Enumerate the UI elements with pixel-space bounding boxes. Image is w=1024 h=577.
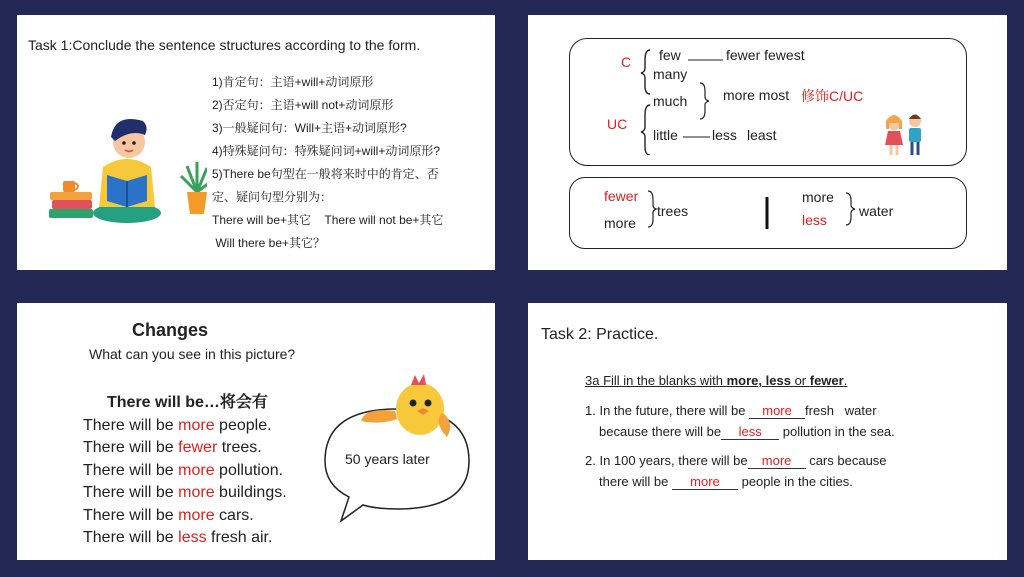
- answer-2b[interactable]: more: [672, 475, 738, 490]
- word-least: least: [747, 127, 777, 143]
- word-more-left: more: [604, 215, 636, 231]
- sentence-5: There will be more cars.: [83, 506, 254, 524]
- word-more-most: more most: [723, 87, 790, 103]
- bracket-water: [844, 191, 858, 231]
- slide-quantifiers[interactable]: [528, 15, 1007, 270]
- slide-task1[interactable]: [17, 15, 495, 270]
- word-many: many: [653, 66, 688, 82]
- bubble-text: 50 years later: [345, 451, 430, 467]
- rule-there-be: There will be+其它 There will not be+其它: [212, 213, 444, 227]
- sentence-1: There will be more people.: [83, 417, 272, 434]
- slide1-title: Task 1:Conclude the sentence structures according to the form.: [28, 37, 421, 53]
- kids-illustration: [880, 113, 930, 159]
- word-fewer-fewest: fewer fewest: [726, 47, 805, 63]
- practice-title: Task 2: Practice.: [541, 326, 659, 343]
- uc-label: UC: [607, 116, 628, 132]
- c-label: C: [621, 54, 632, 70]
- slide-changes[interactable]: [17, 303, 495, 560]
- changes-subtitle: What can you see in this picture?: [89, 346, 296, 362]
- rule-2: 2)否定句：主语+will not+动词原形: [212, 98, 394, 112]
- rule-will-there-be: Will there be+其它？: [212, 236, 326, 250]
- there-will-be-heading: There will be…将会有: [107, 394, 268, 411]
- sentence-6: There will be less fresh air.: [83, 529, 273, 547]
- word-much: much: [653, 93, 688, 109]
- rule-3: 3)一般疑问句：Will+主语+动词原形?: [212, 121, 407, 135]
- question-2-line-1: 2. In 100 years, there will be more cars because: [585, 453, 887, 468]
- word-less-right: less: [802, 212, 827, 228]
- answer-1a[interactable]: more: [749, 404, 805, 419]
- word-fewer: fewer: [604, 188, 639, 204]
- rule-1: 1)肯定句：主语+will+动词原形: [212, 75, 374, 89]
- rule-5: 5)There be句型在一般将来时中的肯定、否: [212, 167, 439, 181]
- word-trees: trees: [657, 203, 689, 219]
- speech-bubble-chick: [315, 371, 485, 526]
- sentence-4: There will be more buildings.: [83, 484, 287, 502]
- answer-2a[interactable]: more: [748, 454, 806, 469]
- word-few: few: [659, 47, 681, 63]
- rule-5-cont: 定、疑问句型分别为：: [212, 190, 333, 204]
- word-more-right: more: [802, 189, 834, 205]
- sentence-list: [83, 415, 287, 549]
- word-less: less: [712, 127, 737, 143]
- slide-practice[interactable]: [528, 303, 1007, 560]
- boy-reading-illustration: [47, 97, 207, 227]
- instruction: 3a Fill in the blanks with more, less or fewer.: [585, 373, 848, 388]
- changes-title: Changes: [132, 320, 209, 340]
- word-little: little: [653, 127, 678, 143]
- sentence-2: There will be fewer trees.: [83, 439, 262, 457]
- question-2-line-2: there will be more people in the cities.: [599, 474, 853, 489]
- question-1-line-2: because there will be less pollution in the sea.: [599, 424, 895, 439]
- sentence-3: There will be more pollution.: [83, 461, 284, 479]
- question-1-line-1: 1. In the future, there will be more fresh water: [585, 403, 877, 418]
- modifier-note: 修饰C/UC: [801, 88, 864, 104]
- answer-1b[interactable]: less: [721, 425, 779, 440]
- word-water: water: [859, 203, 894, 219]
- rule-4: 4)特殊疑问句：特殊疑问词+will+动词原形?: [212, 144, 441, 158]
